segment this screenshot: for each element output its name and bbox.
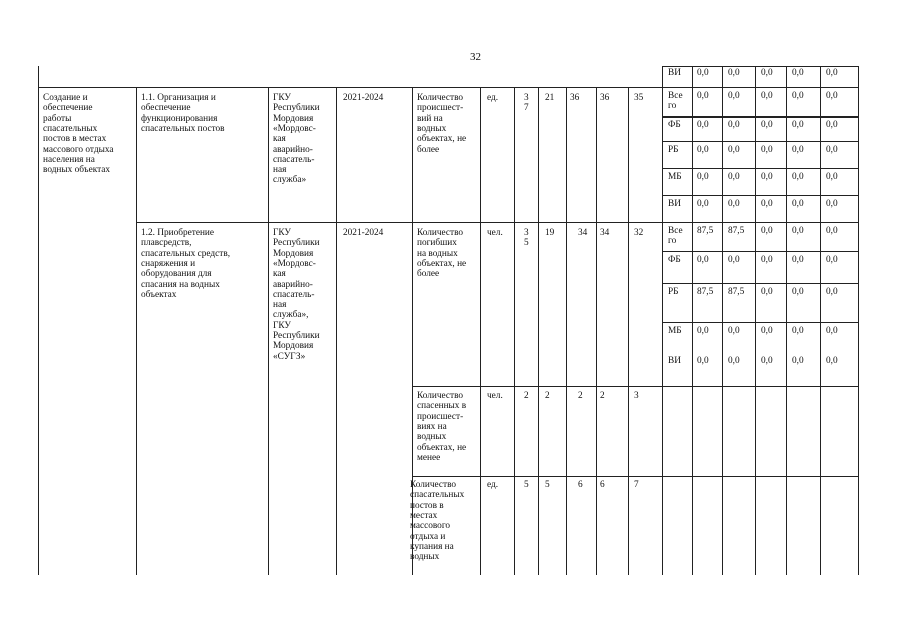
- task-text-line: массового отдыха: [43, 144, 114, 155]
- executor-line: «Мордовс-: [273, 258, 316, 269]
- target-value: 6: [578, 480, 583, 490]
- indicator-line: погибших: [417, 238, 457, 249]
- executor-line: Республики: [273, 331, 320, 341]
- funding-value: 0,0: [697, 199, 709, 209]
- indicator-line: происшест-: [417, 411, 464, 422]
- indicator-line: виях на: [417, 421, 447, 432]
- grid-line-vertical: [662, 66, 663, 575]
- indicator-line: спасенных в: [417, 401, 467, 412]
- base-value: 3: [524, 93, 529, 103]
- task-text-line: водных объектах: [43, 165, 111, 176]
- funding-value: 0,0: [792, 172, 804, 182]
- funding-value: 0,0: [792, 199, 804, 209]
- funding-source: Все: [668, 91, 683, 101]
- funding-value: 0,0: [761, 172, 773, 182]
- grid-line-vertical: [692, 66, 693, 87]
- event-name-line: оборудования для: [141, 269, 212, 280]
- grid-line-vertical: [268, 87, 269, 575]
- executor-line: ГКУ: [273, 228, 291, 238]
- funding-source: ВИ: [668, 199, 681, 209]
- event-name-line: 1.2. Приобретение: [141, 228, 215, 238]
- target-value: 2: [578, 391, 583, 401]
- executor-line: ная: [273, 165, 287, 176]
- executor-line: Мордовия: [273, 248, 314, 259]
- funding-value: 0,0: [728, 172, 740, 182]
- funding-value: 0,0: [761, 255, 773, 265]
- funding-value: 0,0: [826, 226, 838, 236]
- funding-value: 0,0: [826, 287, 838, 297]
- funding-source-cont: го: [668, 236, 677, 246]
- grid-line-vertical: [514, 87, 515, 575]
- funding-value: 0,0: [728, 326, 740, 336]
- funding-value: 0,0: [792, 356, 804, 366]
- funding-source: Все: [668, 226, 683, 236]
- target-value: 2: [545, 391, 550, 401]
- indicator-line: менее: [417, 452, 441, 463]
- event-name-line: плавсредств,: [141, 238, 192, 249]
- period: 2021-2024: [343, 93, 384, 103]
- funding-value: 87,5: [697, 287, 714, 297]
- funding-value: 0,0: [697, 68, 709, 78]
- funding-value: 87,5: [728, 226, 745, 236]
- base-value: 5: [524, 480, 529, 490]
- funding-value: 0,0: [826, 326, 838, 336]
- grid-line-horizontal: [38, 87, 858, 88]
- funding-value: 0,0: [697, 255, 709, 265]
- funding-source: МБ: [668, 172, 682, 182]
- grid-line-vertical: [136, 87, 137, 575]
- indicator-line: объектах, не: [417, 442, 467, 453]
- grid-line-vertical: [38, 66, 39, 575]
- funding-value: 0,0: [792, 68, 804, 78]
- executor-line: служба»,: [273, 310, 309, 321]
- grid-line-vertical: [692, 87, 693, 575]
- unit: ед.: [487, 93, 499, 103]
- indicator-line: объектах, не: [417, 258, 467, 269]
- funding-value: 0,0: [826, 91, 838, 101]
- grid-line-vertical: [858, 66, 859, 575]
- indicator-line: Количество: [410, 480, 457, 490]
- target-value: 32: [634, 228, 644, 238]
- funding-value: 0,0: [761, 226, 773, 236]
- funding-value: 0,0: [728, 120, 740, 130]
- executor-line: «СУГЗ»: [273, 351, 306, 362]
- target-value: 34: [600, 228, 610, 238]
- indicator-line: Количество: [417, 391, 464, 401]
- grid-line-vertical: [336, 87, 337, 575]
- task-text-line: обеспечение: [43, 103, 93, 114]
- base-value: 7: [524, 103, 529, 114]
- grid-line-vertical: [566, 87, 567, 575]
- event-name-line: функционирования: [141, 113, 218, 124]
- funding-source: РБ: [668, 287, 679, 297]
- funding-source: РБ: [668, 145, 679, 155]
- executor-line: Мордовия: [273, 113, 314, 124]
- unit: чел.: [487, 228, 503, 238]
- funding-value: 0,0: [761, 287, 773, 297]
- executor-line: кая: [273, 134, 286, 145]
- executor-line: аварийно-: [273, 144, 313, 155]
- executor-line: Мордовия: [273, 341, 314, 352]
- funding-source: ВИ: [668, 356, 681, 366]
- event-name-line: объектах: [141, 289, 177, 300]
- target-value: 34: [578, 228, 588, 238]
- funding-value: 0,0: [792, 326, 804, 336]
- executor-line: кая: [273, 269, 286, 280]
- event-name-line: 1.1. Организация и: [141, 93, 216, 103]
- funding-value: 0,0: [792, 91, 804, 101]
- executor-line: спасатель-: [273, 154, 315, 165]
- funding-source: ФБ: [668, 255, 681, 265]
- funding-value: 87,5: [728, 287, 745, 297]
- funding-value: 0,0: [792, 255, 804, 265]
- indicator-line: объектах, не: [417, 134, 467, 145]
- grid-line-horizontal: [412, 476, 858, 477]
- target-value: 5: [545, 480, 550, 490]
- funding-value: 0,0: [761, 145, 773, 155]
- target-value: 2: [600, 391, 605, 401]
- funding-value: 0,0: [697, 91, 709, 101]
- event-name-line: обеспечение: [141, 103, 191, 114]
- grid-line-horizontal: [412, 386, 858, 387]
- funding-value: 0,0: [792, 226, 804, 236]
- grid-line-vertical: [628, 87, 629, 575]
- indicator-line: массового: [410, 521, 451, 532]
- task-text-line: работы: [43, 113, 72, 124]
- funding-value: 0,0: [728, 255, 740, 265]
- grid-line-horizontal: [136, 222, 858, 223]
- grid-line-vertical: [820, 87, 821, 575]
- funding-value: 0,0: [761, 68, 773, 78]
- funding-value: 0,0: [826, 255, 838, 265]
- indicator-line: Количество: [417, 228, 464, 238]
- grid-line-vertical: [480, 87, 481, 575]
- executor-line: Республики: [273, 103, 320, 114]
- funding-source-cont: го: [668, 101, 677, 111]
- funding-value: 0,0: [761, 326, 773, 336]
- funding-value: 0,0: [697, 356, 709, 366]
- funding-value: 0,0: [761, 199, 773, 209]
- target-value: 19: [545, 228, 555, 238]
- funding-value: 0,0: [792, 287, 804, 297]
- base-value: 2: [524, 391, 529, 401]
- executor-line: ная: [273, 300, 287, 311]
- funding-value: 0,0: [826, 172, 838, 182]
- indicator-line: происшест-: [417, 103, 464, 114]
- grid-line-vertical: [596, 87, 597, 575]
- funding-value: 0,0: [697, 120, 709, 130]
- target-value: 35: [634, 93, 644, 103]
- funding-value: 0,0: [761, 356, 773, 366]
- task-text-line: постов в местах: [43, 134, 107, 145]
- indicator-line: водных: [410, 552, 440, 563]
- event-name-line: спасания на водных: [141, 279, 220, 290]
- indicator-line: купания на: [410, 541, 454, 552]
- executor-line: служба»: [273, 175, 307, 186]
- task-text-line: населения на: [43, 154, 95, 165]
- funding-value: 0,0: [826, 356, 838, 366]
- page-number: 32: [470, 51, 481, 63]
- indicator-line: водных: [417, 123, 447, 134]
- unit: чел.: [487, 391, 503, 401]
- funding-value: 0,0: [792, 145, 804, 155]
- target-value: 36: [570, 93, 580, 103]
- indicator-line: на водных: [417, 248, 458, 259]
- indicator-line: водных: [417, 432, 447, 443]
- funding-value: 0,0: [826, 120, 838, 130]
- base-value: 5: [524, 238, 529, 249]
- funding-value: 0,0: [728, 145, 740, 155]
- grid-line-vertical: [538, 87, 539, 575]
- target-value: 36: [600, 93, 610, 103]
- task-text-line: спасательных: [43, 123, 98, 134]
- indicator-line: более: [417, 144, 440, 155]
- indicator-line: вий на: [417, 113, 443, 124]
- executor-line: аварийно-: [273, 279, 313, 290]
- funding-value: 0,0: [728, 68, 740, 78]
- executor-line: спасатель-: [273, 289, 315, 300]
- event-name-line: спасательных постов: [141, 123, 225, 134]
- funding-value: 0,0: [826, 68, 838, 78]
- grid-line-vertical: [820, 66, 821, 87]
- event-name-line: спасательных средств,: [141, 248, 231, 259]
- indicator-line: спасательных: [410, 490, 465, 501]
- indicator-line: Количество: [417, 93, 464, 103]
- funding-source: ВИ: [668, 68, 681, 78]
- target-value: 3: [634, 391, 639, 401]
- funding-value: 0,0: [728, 356, 740, 366]
- target-value: 21: [545, 93, 555, 103]
- target-value: 6: [600, 480, 605, 490]
- funding-value: 0,0: [761, 91, 773, 101]
- funding-value: 0,0: [697, 172, 709, 182]
- funding-value: 0,0: [826, 145, 838, 155]
- funding-value: 0,0: [728, 199, 740, 209]
- unit: ед.: [487, 480, 499, 490]
- funding-value: 0,0: [697, 326, 709, 336]
- task-text-line: Создание и: [43, 93, 88, 103]
- funding-value: 87,5: [697, 226, 714, 236]
- funding-value: 0,0: [761, 120, 773, 130]
- funding-value: 0,0: [697, 145, 709, 155]
- base-value: 3: [524, 228, 529, 238]
- funding-value: 0,0: [792, 120, 804, 130]
- funding-source: ФБ: [668, 120, 681, 130]
- period: 2021-2024: [343, 228, 384, 238]
- event-name-line: снаряжения и: [141, 258, 196, 269]
- indicator-line: местах: [410, 510, 438, 521]
- funding-value: 0,0: [728, 91, 740, 101]
- executor-line: «Мордовс-: [273, 123, 316, 134]
- target-value: 7: [634, 480, 639, 490]
- indicator-line: постов в: [410, 500, 444, 511]
- funding-value: 0,0: [826, 199, 838, 209]
- executor-line: Республики: [273, 238, 320, 249]
- indicator-line: отдыха и: [410, 531, 446, 542]
- indicator-line: более: [417, 269, 440, 280]
- funding-source: МБ: [668, 326, 682, 336]
- executor-line: ГКУ: [273, 320, 291, 331]
- executor-line: ГКУ: [273, 93, 291, 103]
